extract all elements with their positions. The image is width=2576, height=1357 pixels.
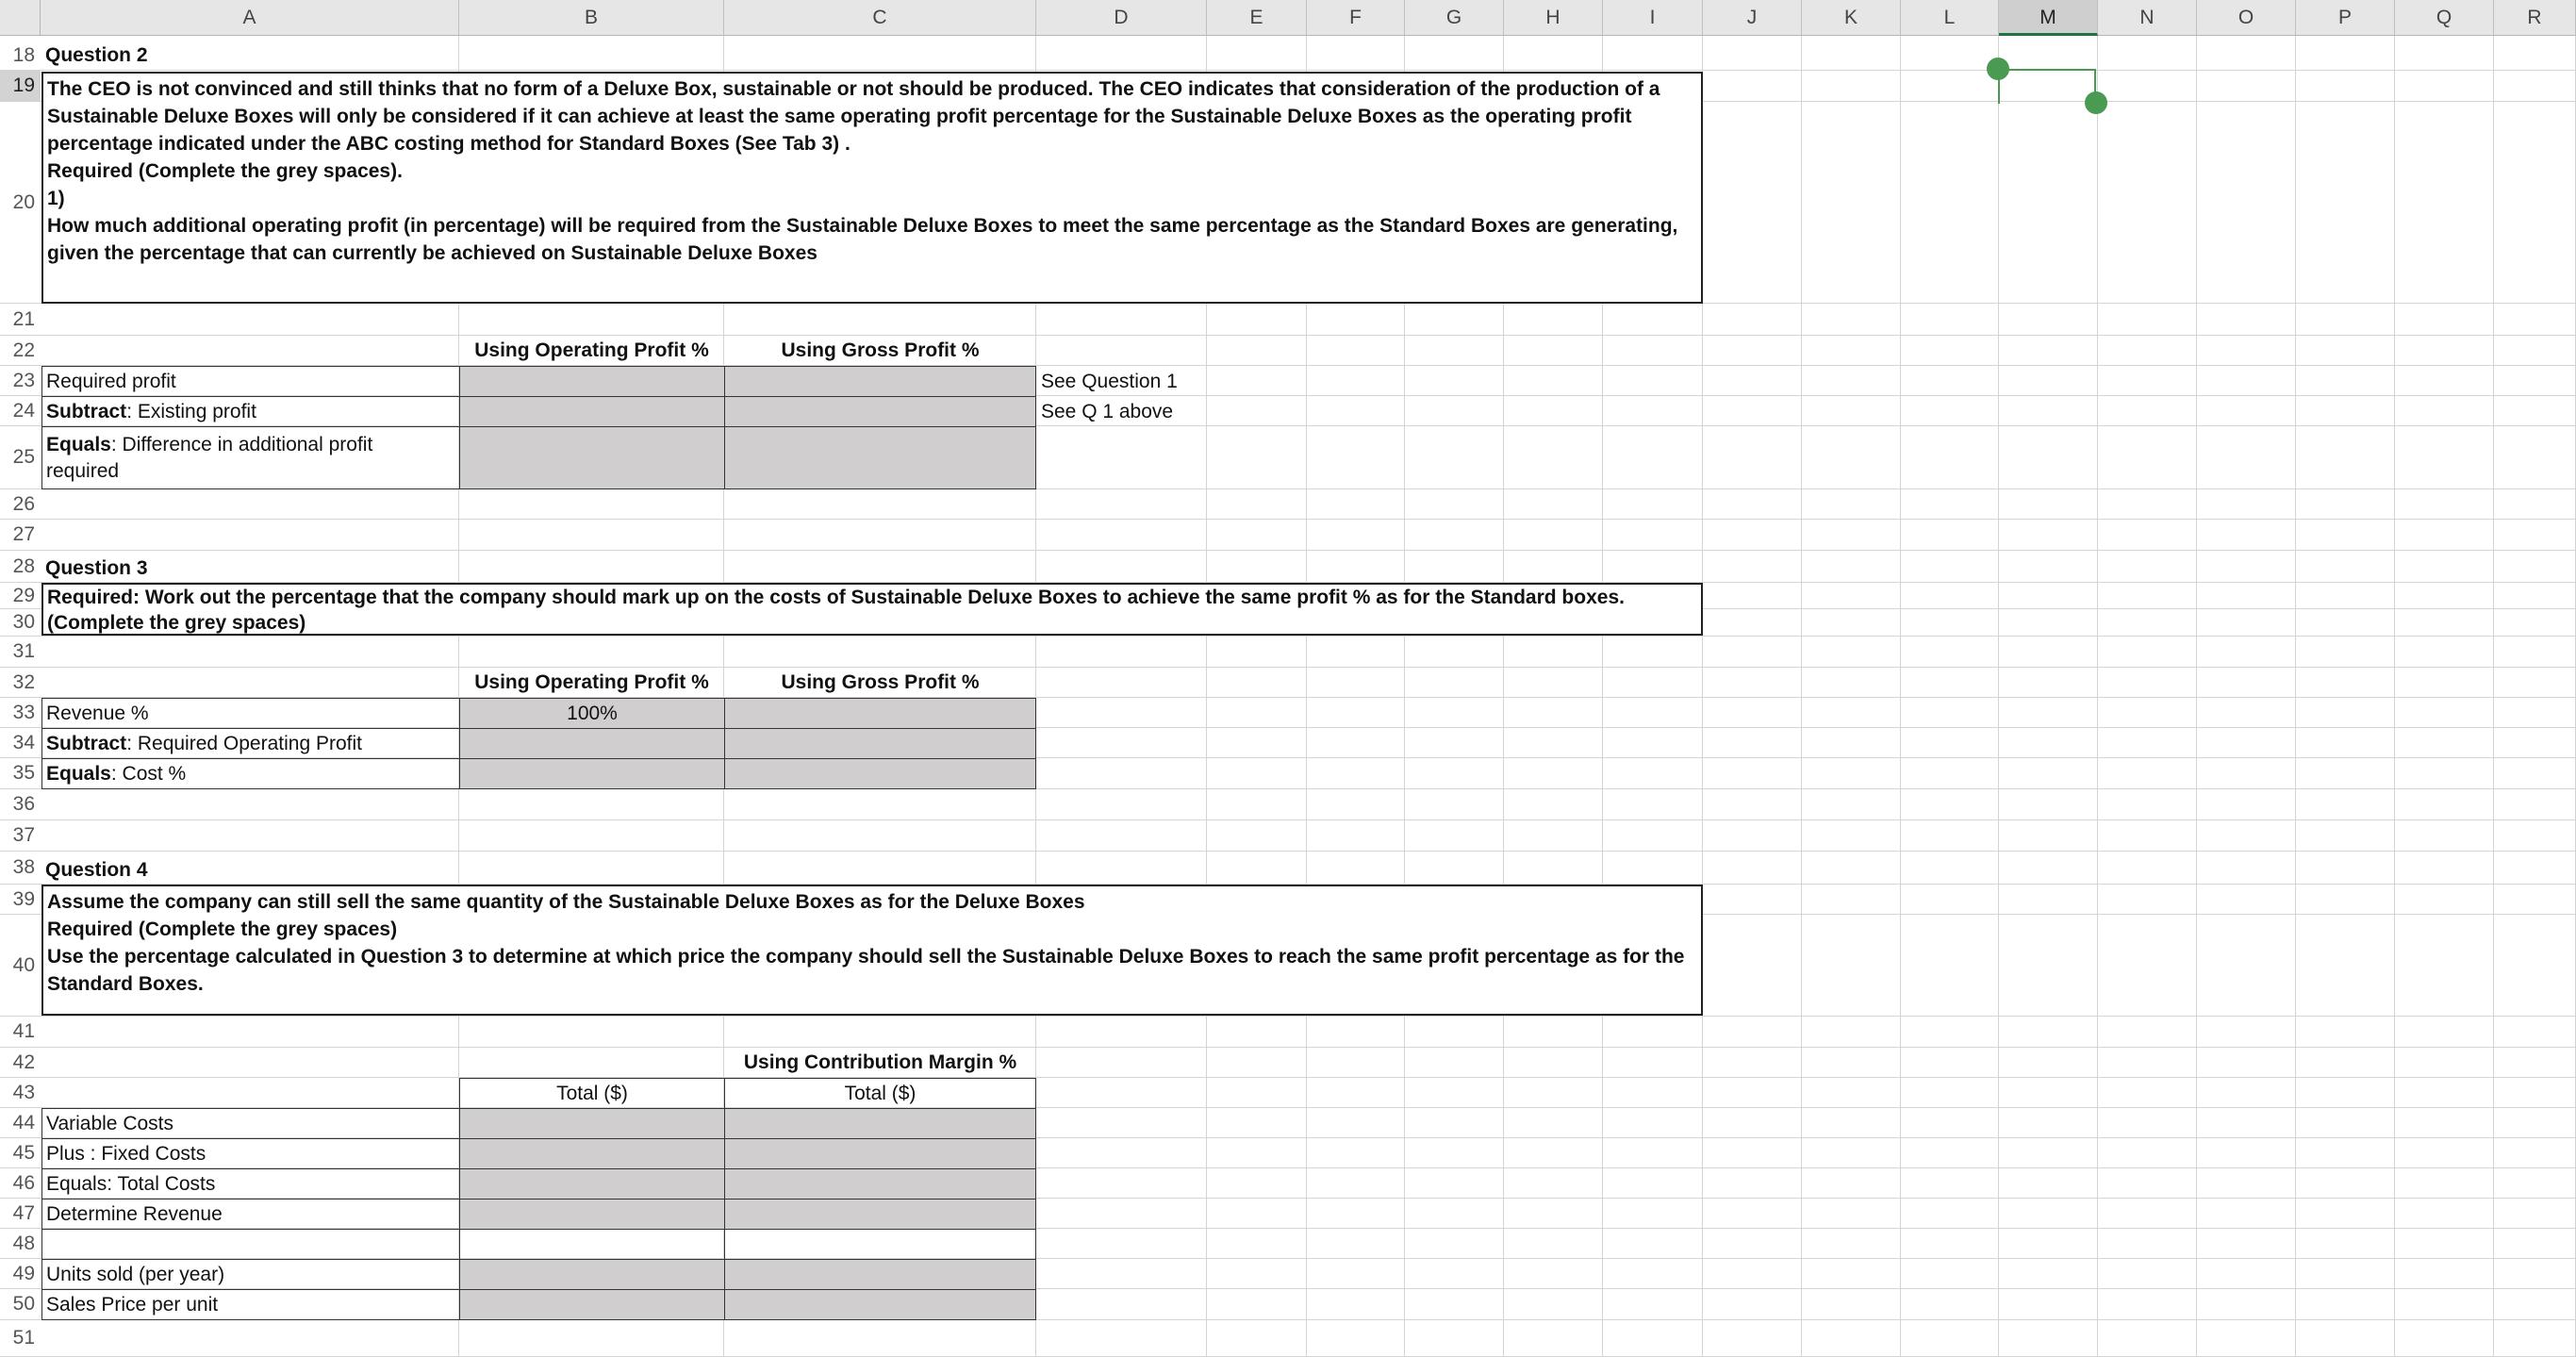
- row-header-45[interactable]: 45: [0, 1138, 41, 1168]
- column-header-d[interactable]: D: [1036, 0, 1207, 36]
- q3-text-line: (Complete the grey spaces): [47, 612, 306, 634]
- row-gridline: [41, 519, 2576, 520]
- column-header-i[interactable]: I: [1603, 0, 1703, 36]
- column-header-j[interactable]: J: [1703, 0, 1802, 36]
- difference-line-1: [46, 432, 372, 458]
- row-header-32[interactable]: 32: [0, 668, 41, 698]
- q2-existing-gp-cell[interactable]: [724, 396, 1036, 427]
- row-header-28[interactable]: 28: [0, 551, 41, 583]
- row-header-38[interactable]: 38: [0, 852, 41, 885]
- subtract-label: Subtract: [46, 732, 127, 754]
- row-header-48[interactable]: 48: [0, 1229, 41, 1259]
- row-header-20[interactable]: 20: [0, 102, 41, 304]
- q2-text-line: percentage indicated under the ABC costing method for Standard Boxes (See Tab 3) .: [47, 133, 850, 155]
- row-header-23[interactable]: 23: [0, 366, 41, 396]
- q3-text-line: Required: Work out the percentage that the company should mark up on the costs of Sustainable Deluxe Boxes to achieve the same profit % as for the Standard boxes.: [47, 587, 1625, 608]
- q3-textbox[interactable]: [41, 583, 1703, 636]
- q2-header-gross-profit[interactable]: Using Gross Profit %: [781, 339, 980, 361]
- column-header-q[interactable]: Q: [2395, 0, 2494, 36]
- q4-variable-c-cell[interactable]: [724, 1108, 1036, 1139]
- q4-blank-b-cell[interactable]: [459, 1229, 725, 1260]
- q2-row-existing-profit[interactable]: [41, 396, 460, 427]
- q4-text-line: Standard Boxes.: [47, 973, 204, 995]
- q4-units-b-cell[interactable]: [459, 1259, 725, 1290]
- q2-difference-op-cell[interactable]: [459, 426, 725, 489]
- row-gridline: [41, 70, 2576, 71]
- q2-heading[interactable]: Question 2: [45, 44, 148, 66]
- row-gridline: [41, 667, 2576, 668]
- q4-price-c-cell[interactable]: [724, 1289, 1036, 1320]
- q2-note-23[interactable]: See Question 1: [1041, 370, 1178, 392]
- q4-row-variable-costs[interactable]: Variable Costs: [41, 1108, 460, 1139]
- equals-label: Equals: [46, 433, 111, 455]
- row-header-25[interactable]: 25: [0, 426, 41, 489]
- q4-revenue-c-cell[interactable]: [724, 1199, 1036, 1230]
- row-header-46[interactable]: 46: [0, 1168, 41, 1199]
- column-header-o[interactable]: O: [2197, 0, 2296, 36]
- q3-header-operating-profit[interactable]: Using Operating Profit %: [474, 671, 709, 693]
- q3-revenue-gp-cell[interactable]: [724, 698, 1036, 729]
- column-header-k[interactable]: K: [1802, 0, 1901, 36]
- q2-textbox[interactable]: [41, 72, 1703, 304]
- row-header-39[interactable]: 39: [0, 885, 41, 915]
- row-header-41[interactable]: 41: [0, 1017, 41, 1048]
- q3-row-equals[interactable]: [41, 758, 460, 789]
- resize-handle[interactable]: [1987, 58, 2009, 80]
- column-header-g[interactable]: G: [1405, 0, 1504, 36]
- row-gridline: [41, 1016, 2576, 1017]
- q2-required-gp-cell[interactable]: [724, 366, 1036, 397]
- q4-header-contribution-margin[interactable]: Using Contribution Margin %: [743, 1051, 1017, 1073]
- row-header-43[interactable]: 43: [0, 1078, 41, 1108]
- q3-row-subtract[interactable]: [41, 728, 460, 759]
- q2-text-line: given the percentage that can currently be achieved on Sustainable Deluxe Boxes: [47, 242, 817, 264]
- row-header-47[interactable]: 47: [0, 1199, 41, 1229]
- q4-text-line: Use the percentage calculated in Question 3 to determine at which price the company should sell the Sustainable Deluxe Boxes to reach the same profit percentage as for the: [47, 946, 1685, 968]
- column-header-n[interactable]: N: [2098, 0, 2197, 36]
- column-header-h[interactable]: H: [1504, 0, 1603, 36]
- q2-existing-op-cell[interactable]: [459, 396, 725, 427]
- q4-blank-c-cell[interactable]: [724, 1229, 1036, 1260]
- q4-text-line: Assume the company can still sell the same quantity of the Sustainable Deluxe Boxes as for the Deluxe Boxes: [47, 891, 1085, 913]
- equals-rest: : Difference in additional profit: [110, 433, 373, 455]
- row-header-35[interactable]: 35: [0, 758, 41, 789]
- row-header-33[interactable]: 33: [0, 698, 41, 728]
- row-header-26[interactable]: 26: [0, 489, 41, 520]
- q2-text-line: Sustainable Deluxe Boxes will only be considered if it can achieve at least the same operating profit percentage for the Sustainable Deluxe Boxes as the operating profit: [47, 106, 1632, 127]
- q2-difference-gp-cell[interactable]: [724, 426, 1036, 489]
- q3-revenue-op-cell[interactable]: 100%: [459, 698, 725, 729]
- q4-fixed-c-cell[interactable]: [724, 1138, 1036, 1169]
- row-header-40[interactable]: 40: [0, 915, 41, 1017]
- select-all-corner[interactable]: [0, 0, 41, 36]
- q4-total-b-cell[interactable]: [459, 1168, 725, 1200]
- row-header-36[interactable]: 36: [0, 789, 41, 820]
- row-header-24[interactable]: 24: [0, 396, 41, 426]
- column-header-c[interactable]: C: [724, 0, 1036, 36]
- q2-required-op-cell[interactable]: [459, 366, 725, 397]
- q4-units-c-cell[interactable]: [724, 1259, 1036, 1290]
- row-header-27[interactable]: 27: [0, 520, 41, 551]
- q4-heading[interactable]: Question 4: [45, 859, 148, 881]
- q2-text-line: The CEO is not convinced and still thinks that no form of a Deluxe Box, sustainable or not should be produced. The CEO indicates that consideration of the production of a: [47, 78, 1660, 100]
- q3-heading[interactable]: Question 3: [45, 557, 148, 579]
- row-header-42[interactable]: 42: [0, 1048, 41, 1078]
- row-header-50[interactable]: 50: [0, 1289, 41, 1320]
- column-header-l[interactable]: L: [1901, 0, 1999, 36]
- q2-header-operating-profit[interactable]: Using Operating Profit %: [474, 339, 709, 361]
- q4-row-sales-price[interactable]: Sales Price per unit: [41, 1289, 460, 1320]
- q4-row-determine-revenue[interactable]: Determine Revenue: [41, 1199, 460, 1230]
- q4-fixed-b-cell[interactable]: [459, 1138, 725, 1169]
- q4-row-total-costs[interactable]: Equals: Total Costs: [41, 1168, 460, 1200]
- row-gridline: [41, 1077, 2576, 1078]
- q3-row-revenue[interactable]: Revenue %: [41, 698, 460, 729]
- q3-subtract-gp-cell[interactable]: [724, 728, 1036, 759]
- subtract-rest: : Existing profit: [126, 400, 256, 422]
- q4-total-c-cell[interactable]: [724, 1168, 1036, 1200]
- q2-row-required-profit[interactable]: Required profit: [41, 366, 460, 397]
- subtract-rest: : Required Operating Profit: [126, 732, 362, 754]
- column-header-b[interactable]: B: [459, 0, 724, 36]
- row-header-44[interactable]: 44: [0, 1108, 41, 1138]
- column-header-m[interactable]: M: [1999, 0, 2098, 36]
- q4-revenue-b-cell[interactable]: [459, 1199, 725, 1230]
- q4-variable-b-cell[interactable]: [459, 1108, 725, 1139]
- row-gridline: [41, 819, 2576, 820]
- q4-row-fixed-costs[interactable]: Plus : Fixed Costs: [41, 1138, 460, 1169]
- q2-note-24[interactable]: See Q 1 above: [1041, 400, 1174, 422]
- row-header-18[interactable]: 18: [0, 41, 41, 71]
- row-header-22[interactable]: 22: [0, 336, 41, 366]
- q2-text-line: 1): [47, 188, 65, 209]
- q2-text-line: Required (Complete the grey spaces).: [47, 160, 403, 182]
- equals-rest: : Cost %: [110, 762, 187, 785]
- column-header-e[interactable]: E: [1207, 0, 1307, 36]
- q3-equals-op-cell[interactable]: [459, 758, 725, 789]
- q3-equals-gp-cell[interactable]: [724, 758, 1036, 789]
- q4-price-b-cell[interactable]: [459, 1289, 725, 1320]
- q4-total-b-header[interactable]: Total ($): [459, 1078, 725, 1109]
- q4-row-units-sold[interactable]: Units sold (per year): [41, 1259, 460, 1290]
- row-header-29[interactable]: 29: [0, 583, 41, 609]
- q4-total-c-header[interactable]: Total ($): [724, 1078, 1036, 1109]
- row-header-19[interactable]: 19: [0, 71, 41, 102]
- row-header-51[interactable]: 51: [0, 1320, 41, 1357]
- row-gridline: [41, 335, 2576, 336]
- q3-subtract-op-cell[interactable]: [459, 728, 725, 759]
- equals-label: Equals: [46, 762, 111, 785]
- difference-line-2: required: [46, 459, 120, 482]
- row-header-30[interactable]: 30: [0, 609, 41, 637]
- row-gridline: [41, 1047, 2576, 1048]
- q4-textbox[interactable]: [41, 885, 1703, 1016]
- row-gridline: [41, 550, 2576, 551]
- row-gridline: [41, 851, 2576, 852]
- column-header-r[interactable]: R: [2494, 0, 2576, 36]
- selected-shape-outline[interactable]: [1998, 69, 2096, 104]
- column-header-p[interactable]: P: [2296, 0, 2395, 36]
- resize-handle[interactable]: [2085, 91, 2107, 114]
- q2-text-line: How much additional operating profit (in percentage) will be required from the Sustainable Deluxe Boxes to meet the same percentage as the Standard Boxes are generating,: [47, 215, 1678, 237]
- column-header-a[interactable]: A: [41, 0, 459, 36]
- row-header-31[interactable]: 31: [0, 637, 41, 668]
- q4-text-line: Required (Complete the grey spaces): [47, 918, 398, 940]
- row-gridline: [41, 636, 2576, 637]
- row-header-34[interactable]: 34: [0, 728, 41, 758]
- row-header-37[interactable]: 37: [0, 820, 41, 852]
- q4-row-blank[interactable]: [41, 1229, 460, 1260]
- q2-row-difference[interactable]: [41, 426, 460, 489]
- row-header-21[interactable]: 21: [0, 304, 41, 336]
- row-header-49[interactable]: 49: [0, 1259, 41, 1289]
- q3-header-gross-profit[interactable]: Using Gross Profit %: [781, 671, 980, 693]
- subtract-label: Subtract: [46, 400, 127, 422]
- column-header-f[interactable]: F: [1307, 0, 1405, 36]
